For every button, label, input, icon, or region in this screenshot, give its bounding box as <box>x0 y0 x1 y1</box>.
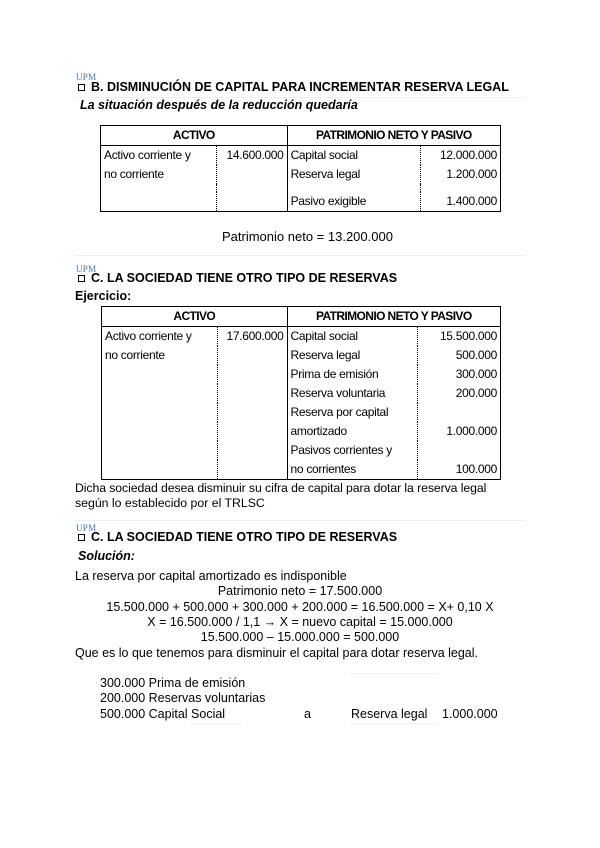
row-value: 300.000 <box>455 367 497 381</box>
activo-label: Activo corriente y <box>101 146 217 166</box>
patrimonio-neto-b: Patrimonio neto = 13.200.000 <box>222 229 393 244</box>
row-value: 200.000 <box>455 386 497 400</box>
entry-debit-3: 500.000 Capital Social <box>100 707 226 721</box>
row-label: no corrientes <box>287 460 418 480</box>
row-label: Pasivos corrientes y <box>287 441 418 460</box>
solution-line-1: La reserva por capital amortizado es indisponible <box>75 569 347 583</box>
solution-line-5: 15.500.000 – 15.000.000 = 500.000 <box>200 630 400 644</box>
ejercicio-label: Ejercicio: <box>75 289 132 303</box>
entry-connector: a <box>304 707 311 721</box>
solution-line-3: 15.500.000 + 500.000 + 300.000 + 200.000 = 16.500.000 = X+ 0,10 X <box>106 600 494 614</box>
entry-credit-label: Reserva legal <box>351 707 428 721</box>
checkbox-icon <box>78 84 85 91</box>
row-value: 500.000 <box>455 348 497 362</box>
solution-line-4: X = 16.500.000 / 1,1 → X = nuevo capital = 15.000.000 <box>147 615 453 629</box>
activo-label-2: no corriente <box>101 165 217 184</box>
solution-line-6: Que es lo que tenemos para disminuir el capital para dotar reserva legal. <box>75 646 478 660</box>
row-label: Reserva legal <box>287 346 418 365</box>
row-label: Reserva voluntaria <box>287 384 418 403</box>
section-b-heading-text: B. DISMINUCIÓN DE CAPITAL PARA INCREMENTAR RESERVA LEGAL <box>91 80 509 94</box>
row-value: 1.200.000 <box>446 167 497 181</box>
activo-header: ACTIVO <box>101 126 288 146</box>
pasivo-header: PATRIMONIO NETO Y PASIVO <box>287 307 500 327</box>
checkbox-icon <box>78 275 85 282</box>
balance-table-c <box>101 306 501 480</box>
entry-debit-1: 300.000 Prima de emisión <box>100 676 246 690</box>
row-value: 100.000 <box>455 462 497 476</box>
balance-table-b <box>100 125 501 212</box>
section-c1-heading-text: C. LA SOCIEDAD TIENE OTRO TIPO DE RESERVAS <box>91 271 398 285</box>
row-value: 12.000.000 <box>439 148 497 162</box>
row-value <box>418 441 501 460</box>
activo-header: ACTIVO <box>102 307 288 327</box>
solucion-label: Solución: <box>78 549 135 563</box>
pasivo-header: PATRIMONIO NETO Y PASIVO <box>287 126 500 146</box>
upm-logo: UPM <box>76 523 97 533</box>
checkbox-icon <box>78 534 85 541</box>
row-label: amortizado <box>287 422 418 441</box>
activo-value: 17.600.000 <box>217 327 287 347</box>
row-label: Capital social <box>287 146 421 166</box>
row-label: Reserva legal <box>287 165 421 184</box>
row-label: Reserva por capital <box>287 403 418 422</box>
section-c2-heading-text: C. LA SOCIEDAD TIENE OTRO TIPO DE RESERVAS <box>91 530 398 544</box>
row-value: 15.500.000 <box>439 329 497 343</box>
section-c2-heading <box>78 530 397 544</box>
row-value: 1.000.000 <box>446 424 497 438</box>
statement-line-1: Dicha sociedad desea disminuir su cifra de capital para dotar la reserva legal <box>75 481 487 495</box>
entry-debit-2: 200.000 Reservas voluntarias <box>100 691 266 705</box>
upm-logo: UPM <box>76 264 97 274</box>
section-c1-heading <box>78 271 397 285</box>
activo-label-2: no corriente <box>102 346 218 365</box>
statement-line-2: según lo establecido por el TRLSC <box>75 496 265 510</box>
row-label: Capital social <box>287 327 418 347</box>
activo-value: 14.600.000 <box>216 146 287 166</box>
solution-line-2: Patrimonio neto = 17.500.000 <box>217 584 383 598</box>
activo-label: Activo corriente y <box>102 327 218 347</box>
row-value <box>418 403 501 422</box>
entry-credit-value: 1.000.000 <box>442 707 498 721</box>
upm-logo: UPM <box>76 72 97 82</box>
section-b-subtitle: La situación después de la reducción quedaría <box>80 98 358 112</box>
row-label: Pasivo exigible <box>287 192 421 212</box>
row-label: Prima de emisión <box>287 365 418 384</box>
row-value: 1.400.000 <box>446 194 497 208</box>
section-b-heading <box>78 80 509 94</box>
